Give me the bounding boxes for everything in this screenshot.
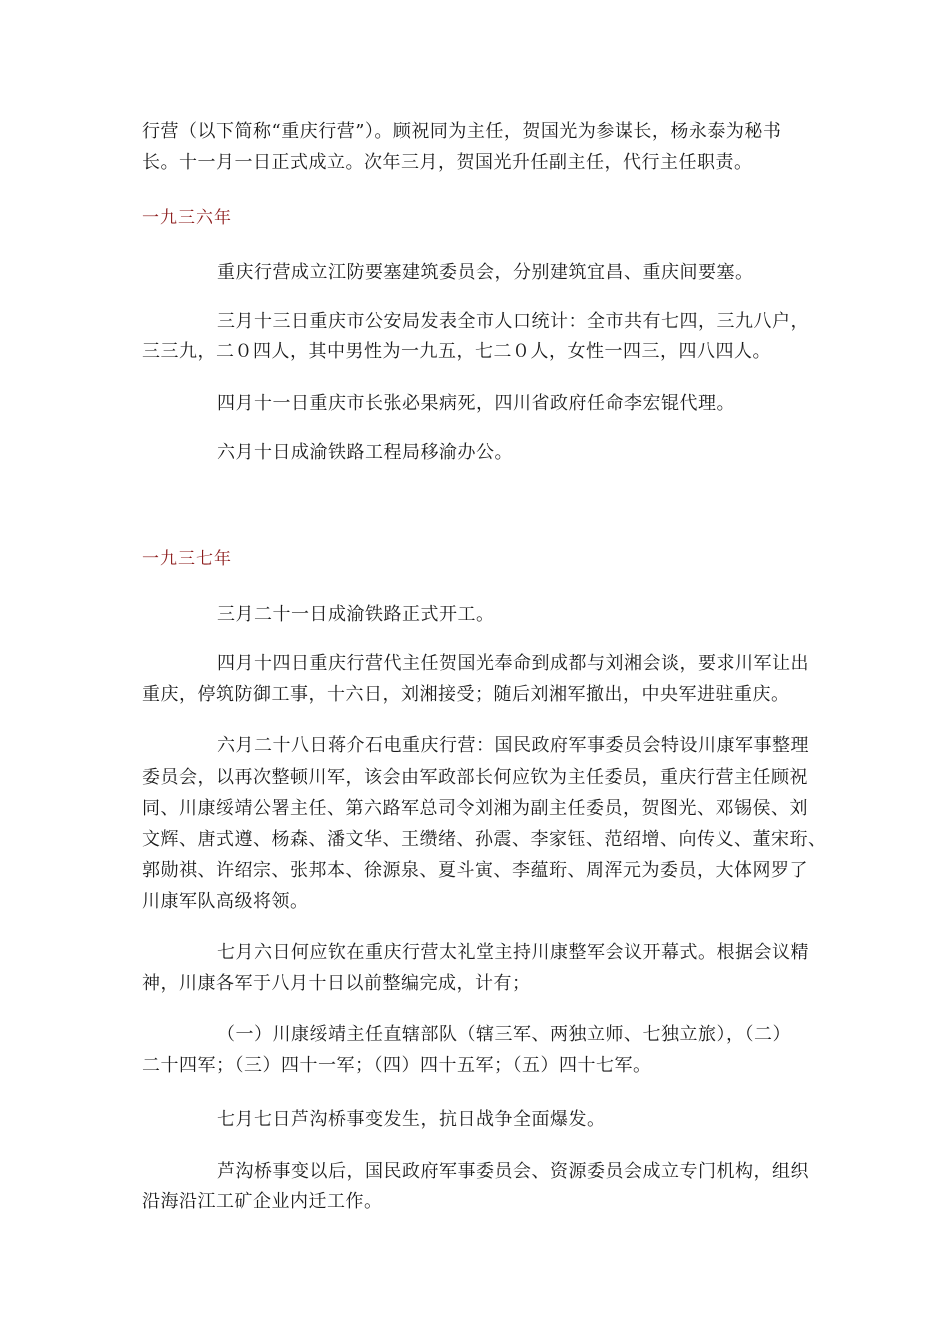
entry-1937-conference-line-1: 七月六日何应钦在重庆行营太礼堂主持川康整军会议开幕式。根据会议精 [217,942,809,963]
entry-1937-committee-line-4: 文辉、唐式遵、杨森、潘文华、王缵绪、孙震、李家钰、范绍增、向传义、董宋珩、 [142,829,827,850]
entry-1937-committee-line-1: 六月二十八日蒋介石电重庆行营：国民政府军事委员会特设川康军事整理 [217,735,809,756]
intro-line-1: 行营（以下简称“重庆行营”）。顾祝同为主任，贺国光为参谋长，杨永泰为秘书 [142,121,782,142]
entry-1937-units-line-2: 二十四军；（三）四十一军；（四）四十五军；（五）四十七军。 [142,1055,652,1076]
entry-1936-mayor: 四月十一日重庆市长张必果病死，四川省政府任命李宏锟代理。 [217,393,735,414]
entry-1937-committee-line-6: 川康军队高级将领。 [142,891,309,912]
entry-1937-railway-start: 三月二十一日成渝铁路正式开工。 [217,604,495,625]
entry-1937-relocation-line-1: 芦沟桥事变以后，国民政府军事委员会、资源委员会成立专门机构，组织 [217,1161,809,1182]
entry-1937-committee-line-3: 同、川康绥靖公署主任、第六路军总司令刘湘为副主任委员，贺图光、邓锡侯、刘 [142,798,808,819]
entry-1936-jiangfang: 重庆行营成立江防要塞建筑委员会，分别建筑宜昌、重庆间要塞。 [217,262,754,283]
entry-1936-railway-office: 六月十日成渝铁路工程局移渝办公。 [217,442,513,463]
entry-1937-committee-line-2: 委员会，以再次整顿川军，该会由军政部长何应钦为主任委员，重庆行营主任顾祝 [142,767,808,788]
entry-1937-committee-line-5: 郭勋祺、许绍宗、张邦本、徐源泉、夏斗寅、李蕴珩、周浑元为委员，大体网罗了 [142,860,808,881]
entry-1937-units-line-1: （一）川康绥靖主任直辖部队（辖三军、两独立师、七独立旅），（二） [217,1024,791,1045]
entry-1937-relocation-line-2: 沿海沿江工矿企业内迁工作。 [142,1191,383,1212]
entry-1937-talks-line-1: 四月十四日重庆行营代主任贺国光奉命到成都与刘湘会谈，要求川军让出 [217,653,809,674]
entry-1937-marco-polo-bridge: 七月七日芦沟桥事变发生，抗日战争全面爆发。 [217,1109,606,1130]
entry-1936-census-line-2: 三三九，二０四人，其中男性为一九五，七二０人，女性一四三，四八四人。 [142,341,771,362]
entry-1937-talks-line-2: 重庆，停筑防御工事，十六日，刘湘接受；随后刘湘军撤出，中央军进驻重庆。 [142,684,790,705]
year-heading-1936: 一九三六年 [142,208,232,228]
entry-1937-conference-line-2: 神，川康各军于八月十日以前整编完成，计有； [142,973,531,994]
intro-line-2: 长。十一月一日正式成立。次年三月，贺国光升任副主任，代行主任职责。 [142,152,753,173]
entry-1936-census-line-1: 三月十三日重庆市公安局发表全市人口统计：全市共有七四，三九八户， [217,311,809,332]
year-heading-1937: 一九三七年 [142,549,232,569]
